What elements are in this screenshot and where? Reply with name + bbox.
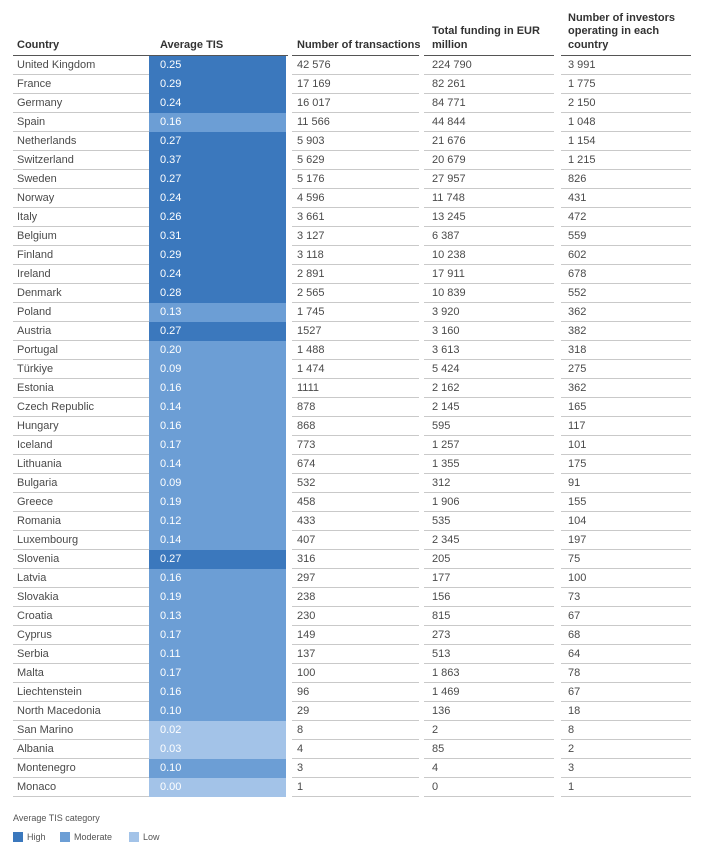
cell-investors: 64 xyxy=(568,648,581,660)
table-row xyxy=(0,645,719,664)
cell-total-funding: 84 771 xyxy=(432,97,466,109)
cell-total-funding: 2 162 xyxy=(432,382,460,394)
cell-average-tis: 0.29 xyxy=(149,246,286,265)
cell-investors: 362 xyxy=(568,382,587,394)
cell-country: Cyprus xyxy=(17,629,52,641)
header-total-funding-line-1: Total funding in EUR xyxy=(432,25,540,37)
cell-transactions: 1527 xyxy=(297,325,322,337)
cell-total-funding: 1 257 xyxy=(432,439,460,451)
table-row xyxy=(0,113,719,132)
cell-country: Czech Republic xyxy=(17,401,95,413)
legend-swatch-high xyxy=(13,832,23,842)
table-row xyxy=(0,341,719,360)
cell-investors: 1 215 xyxy=(568,154,596,166)
cell-country: Liechtenstein xyxy=(17,686,82,698)
row-divider xyxy=(292,796,419,797)
cell-transactions: 433 xyxy=(297,515,316,527)
cell-investors: 175 xyxy=(568,458,587,470)
table-row xyxy=(0,702,719,721)
cell-total-funding: 82 261 xyxy=(432,78,466,90)
cell-investors: 101 xyxy=(568,439,587,451)
cell-average-tis: 0.12 xyxy=(149,512,286,531)
cell-transactions: 16 017 xyxy=(297,97,331,109)
cell-average-tis: 0.17 xyxy=(149,664,286,683)
cell-transactions: 1 474 xyxy=(297,363,325,375)
cell-country: Portugal xyxy=(17,344,58,356)
row-divider xyxy=(424,796,554,797)
cell-total-funding: 44 844 xyxy=(432,116,466,128)
table-row xyxy=(0,151,719,170)
cell-transactions: 2 891 xyxy=(297,268,325,280)
cell-transactions: 96 xyxy=(297,686,310,698)
cell-average-tis: 0.13 xyxy=(149,303,286,322)
cell-country: Estonia xyxy=(17,382,54,394)
table-row xyxy=(0,626,719,645)
legend-title: Average TIS category xyxy=(13,813,100,823)
cell-total-funding: 10 839 xyxy=(432,287,466,299)
cell-investors: 318 xyxy=(568,344,587,356)
cell-total-funding: 815 xyxy=(432,610,451,622)
cell-country: Spain xyxy=(17,116,46,128)
cell-total-funding: 13 245 xyxy=(432,211,466,223)
cell-country: San Marino xyxy=(17,724,74,736)
cell-investors: 362 xyxy=(568,306,587,318)
cell-average-tis: 0.16 xyxy=(149,569,286,588)
cell-total-funding: 0 xyxy=(432,781,439,793)
cell-country: Ireland xyxy=(17,268,51,280)
cell-transactions: 17 169 xyxy=(297,78,331,90)
cell-average-tis: 0.02 xyxy=(149,721,286,740)
cell-transactions: 230 xyxy=(297,610,316,622)
cell-total-funding: 205 xyxy=(432,553,451,565)
header-investors-line-3: country xyxy=(568,38,609,51)
cell-country: Austria xyxy=(17,325,52,337)
cell-investors: 2 150 xyxy=(568,97,596,109)
cell-transactions: 42 576 xyxy=(297,59,331,71)
cell-average-tis: 0.26 xyxy=(149,208,286,227)
header-number-of-transactions: Number of transactions xyxy=(297,38,421,51)
cell-average-tis: 0.10 xyxy=(149,759,286,778)
cell-investors: 197 xyxy=(568,534,587,546)
cell-total-funding: 27 957 xyxy=(432,173,466,185)
cell-total-funding: 3 920 xyxy=(432,306,460,318)
header-total-funding xyxy=(432,25,540,52)
cell-country: United Kingdom xyxy=(17,59,96,71)
cell-transactions: 4 xyxy=(297,743,304,755)
header-country: Country xyxy=(17,38,60,51)
row-divider xyxy=(561,796,691,797)
row-divider xyxy=(13,796,149,797)
cell-transactions: 674 xyxy=(297,458,316,470)
table-row xyxy=(0,189,719,208)
cell-investors: 8 xyxy=(568,724,575,736)
cell-average-tis: 0.14 xyxy=(149,398,286,417)
cell-transactions: 3 661 xyxy=(297,211,325,223)
cell-average-tis: 0.16 xyxy=(149,417,286,436)
cell-total-funding: 3 613 xyxy=(432,344,460,356)
cell-transactions: 1 745 xyxy=(297,306,325,318)
table-row xyxy=(0,208,719,227)
cell-country: Denmark xyxy=(17,287,62,299)
cell-transactions: 3 127 xyxy=(297,230,325,242)
cell-investors: 678 xyxy=(568,268,587,280)
cell-average-tis: 0.25 xyxy=(149,56,286,75)
cell-investors: 3 xyxy=(568,762,575,774)
cell-country: Slovenia xyxy=(17,553,60,565)
cell-transactions: 3 118 xyxy=(297,249,324,261)
cell-investors: 1 xyxy=(568,781,575,793)
cell-total-funding: 2 xyxy=(432,724,439,736)
cell-investors: 18 xyxy=(568,705,581,717)
cell-total-funding: 2 145 xyxy=(432,401,460,413)
cell-total-funding: 156 xyxy=(432,591,451,603)
cell-investors: 100 xyxy=(568,572,587,584)
header-investors-line-1: Number of investors xyxy=(568,11,675,24)
cell-transactions: 2 565 xyxy=(297,287,325,299)
cell-transactions: 316 xyxy=(297,553,316,565)
cell-average-tis: 0.17 xyxy=(149,626,286,645)
table-row xyxy=(0,56,719,75)
table-row xyxy=(0,360,719,379)
cell-average-tis: 0.37 xyxy=(149,151,286,170)
cell-country: Belgium xyxy=(17,230,57,242)
table-row xyxy=(0,778,719,797)
table-row xyxy=(0,265,719,284)
cell-investors: 75 xyxy=(568,553,581,565)
cell-country: Monaco xyxy=(17,781,57,793)
cell-total-funding: 2 345 xyxy=(432,534,460,546)
cell-investors: 275 xyxy=(568,363,587,375)
cell-investors: 155 xyxy=(568,496,587,508)
cell-average-tis: 0.17 xyxy=(149,436,286,455)
cell-transactions: 1 488 xyxy=(297,344,325,356)
table-row xyxy=(0,512,719,531)
cell-total-funding: 1 469 xyxy=(432,686,460,698)
table-row xyxy=(0,379,719,398)
cell-country: France xyxy=(17,78,52,90)
cell-country: Iceland xyxy=(17,439,53,451)
cell-investors: 559 xyxy=(568,230,587,242)
table-row xyxy=(0,284,719,303)
cell-investors: 2 xyxy=(568,743,575,755)
table-row xyxy=(0,493,719,512)
cell-total-funding: 6 387 xyxy=(432,230,460,242)
table-row xyxy=(0,227,719,246)
header-number-of-investors xyxy=(568,12,675,53)
header-average-tis: Average TIS xyxy=(160,38,224,51)
cell-average-tis: 0.27 xyxy=(149,170,286,189)
cell-transactions: 1111 xyxy=(297,382,320,394)
cell-country: Poland xyxy=(17,306,52,318)
cell-investors: 1 775 xyxy=(568,78,596,90)
cell-total-funding: 4 xyxy=(432,762,439,774)
cell-country: Finland xyxy=(17,249,54,261)
cell-average-tis: 0.09 xyxy=(149,474,286,493)
cell-country: Bulgaria xyxy=(17,477,58,489)
cell-investors: 104 xyxy=(568,515,587,527)
table-row xyxy=(0,303,719,322)
legend-swatch-moderate xyxy=(60,832,70,842)
cell-country: Croatia xyxy=(17,610,53,622)
cell-investors: 1 048 xyxy=(568,116,596,128)
cell-average-tis: 0.19 xyxy=(149,588,286,607)
cell-investors: 552 xyxy=(568,287,587,299)
table-row xyxy=(0,246,719,265)
cell-average-tis: 0.03 xyxy=(149,740,286,759)
cell-total-funding: 17 911 xyxy=(432,268,465,280)
cell-total-funding: 595 xyxy=(432,420,451,432)
cell-investors: 117 xyxy=(568,420,586,432)
cell-average-tis: 0.00 xyxy=(149,778,286,797)
legend-label-high: High xyxy=(27,832,46,842)
cell-investors: 3 991 xyxy=(568,59,596,71)
cell-transactions: 137 xyxy=(297,648,316,660)
table-header xyxy=(0,0,719,56)
cell-average-tis: 0.14 xyxy=(149,455,286,474)
cell-country: Germany xyxy=(17,97,63,109)
cell-average-tis: 0.11 xyxy=(149,645,286,664)
cell-transactions: 100 xyxy=(297,667,316,679)
cell-total-funding: 1 863 xyxy=(432,667,460,679)
cell-average-tis: 0.16 xyxy=(149,379,286,398)
table-row xyxy=(0,474,719,493)
cell-average-tis: 0.28 xyxy=(149,284,286,303)
table-row xyxy=(0,550,719,569)
cell-investors: 382 xyxy=(568,325,587,337)
cell-transactions: 297 xyxy=(297,572,316,584)
cell-transactions: 773 xyxy=(297,439,316,451)
header-investors-line-2: operating in each xyxy=(568,25,660,37)
cell-average-tis: 0.20 xyxy=(149,341,286,360)
cell-country: Switzerland xyxy=(17,154,74,166)
cell-average-tis: 0.29 xyxy=(149,75,286,94)
cell-total-funding: 224 790 xyxy=(432,59,472,71)
cell-total-funding: 535 xyxy=(432,515,451,527)
table-row xyxy=(0,94,719,113)
cell-average-tis: 0.19 xyxy=(149,493,286,512)
cell-average-tis: 0.31 xyxy=(149,227,286,246)
cell-country: Norway xyxy=(17,192,55,204)
cell-average-tis: 0.16 xyxy=(149,113,286,132)
table-row xyxy=(0,588,719,607)
cell-investors: 68 xyxy=(568,629,581,641)
cell-transactions: 4 596 xyxy=(297,192,325,204)
table-row xyxy=(0,607,719,626)
table-row xyxy=(0,569,719,588)
cell-country: Italy xyxy=(17,211,38,223)
cell-transactions: 5 629 xyxy=(297,154,325,166)
legend-swatch-low xyxy=(129,832,139,842)
table-row xyxy=(0,759,719,778)
cell-total-funding: 136 xyxy=(432,705,451,717)
table-row xyxy=(0,740,719,759)
cell-transactions: 868 xyxy=(297,420,316,432)
cell-total-funding: 273 xyxy=(432,629,451,641)
cell-transactions: 1 xyxy=(297,781,304,793)
legend-label-moderate: Moderate xyxy=(74,832,113,842)
table-row xyxy=(0,455,719,474)
cell-total-funding: 177 xyxy=(432,572,451,584)
cell-investors: 1 154 xyxy=(568,135,596,147)
cell-country: Hungary xyxy=(17,420,59,432)
cell-average-tis: 0.16 xyxy=(149,683,286,702)
cell-transactions: 238 xyxy=(297,591,316,603)
header-total-funding-line-2: million xyxy=(432,38,468,51)
cell-country: Greece xyxy=(17,496,54,508)
cell-total-funding: 20 679 xyxy=(432,154,466,166)
cell-investors: 472 xyxy=(568,211,587,223)
cell-transactions: 458 xyxy=(297,496,316,508)
cell-total-funding: 513 xyxy=(432,648,451,660)
cell-total-funding: 312 xyxy=(432,477,451,489)
table-row xyxy=(0,531,719,550)
cell-investors: 165 xyxy=(568,401,587,413)
cell-total-funding: 5 424 xyxy=(432,363,460,375)
cell-average-tis: 0.14 xyxy=(149,531,286,550)
cell-average-tis: 0.24 xyxy=(149,189,286,208)
cell-total-funding: 10 238 xyxy=(432,249,466,261)
cell-country: Netherlands xyxy=(17,135,77,147)
cell-average-tis: 0.09 xyxy=(149,360,286,379)
cell-total-funding: 1 906 xyxy=(432,496,460,508)
cell-transactions: 5 903 xyxy=(297,135,325,147)
cell-total-funding: 3 160 xyxy=(432,325,460,337)
cell-investors: 91 xyxy=(568,477,581,489)
cell-transactions: 5 176 xyxy=(297,173,325,185)
table-row xyxy=(0,664,719,683)
table-row xyxy=(0,417,719,436)
cell-country: North Macedonia xyxy=(17,705,101,717)
cell-transactions: 11 566 xyxy=(297,116,330,128)
cell-transactions: 407 xyxy=(297,534,316,546)
cell-total-funding: 11 748 xyxy=(432,192,465,204)
table-row xyxy=(0,436,719,455)
cell-country: Slovakia xyxy=(17,591,59,603)
cell-investors: 431 xyxy=(568,192,587,204)
cell-transactions: 29 xyxy=(297,705,310,717)
cell-country: Türkiye xyxy=(17,363,54,375)
cell-average-tis: 0.27 xyxy=(149,322,286,341)
cell-average-tis: 0.24 xyxy=(149,265,286,284)
table-row xyxy=(0,75,719,94)
cell-total-funding: 85 xyxy=(432,743,445,755)
table-row xyxy=(0,683,719,702)
cell-country: Serbia xyxy=(17,648,49,660)
table-row xyxy=(0,170,719,189)
cell-country: Luxembourg xyxy=(17,534,79,546)
cell-average-tis: 0.10 xyxy=(149,702,286,721)
cell-average-tis: 0.27 xyxy=(149,132,286,151)
table-row xyxy=(0,398,719,417)
cell-average-tis: 0.27 xyxy=(149,550,286,569)
cell-transactions: 532 xyxy=(297,477,316,489)
legend-label-low: Low xyxy=(143,832,160,842)
cell-country: Lithuania xyxy=(17,458,62,470)
cell-investors: 73 xyxy=(568,591,581,603)
cell-transactions: 878 xyxy=(297,401,316,413)
cell-country: Albania xyxy=(17,743,54,755)
table-row xyxy=(0,721,719,740)
cell-country: Montenegro xyxy=(17,762,76,774)
cell-investors: 78 xyxy=(568,667,581,679)
cell-country: Romania xyxy=(17,515,62,527)
table-row xyxy=(0,132,719,151)
cell-investors: 602 xyxy=(568,249,587,261)
cell-investors: 826 xyxy=(568,173,587,185)
cell-total-funding: 1 355 xyxy=(432,458,460,470)
cell-transactions: 149 xyxy=(297,629,316,641)
cell-transactions: 8 xyxy=(297,724,304,736)
table-row xyxy=(0,322,719,341)
cell-average-tis: 0.24 xyxy=(149,94,286,113)
cell-total-funding: 21 676 xyxy=(432,135,466,147)
cell-country: Malta xyxy=(17,667,44,679)
cell-transactions: 3 xyxy=(297,762,304,774)
cell-country: Sweden xyxy=(17,173,57,185)
cell-average-tis: 0.13 xyxy=(149,607,286,626)
cell-country: Latvia xyxy=(17,572,47,584)
cell-investors: 67 xyxy=(568,686,581,698)
cell-investors: 67 xyxy=(568,610,581,622)
